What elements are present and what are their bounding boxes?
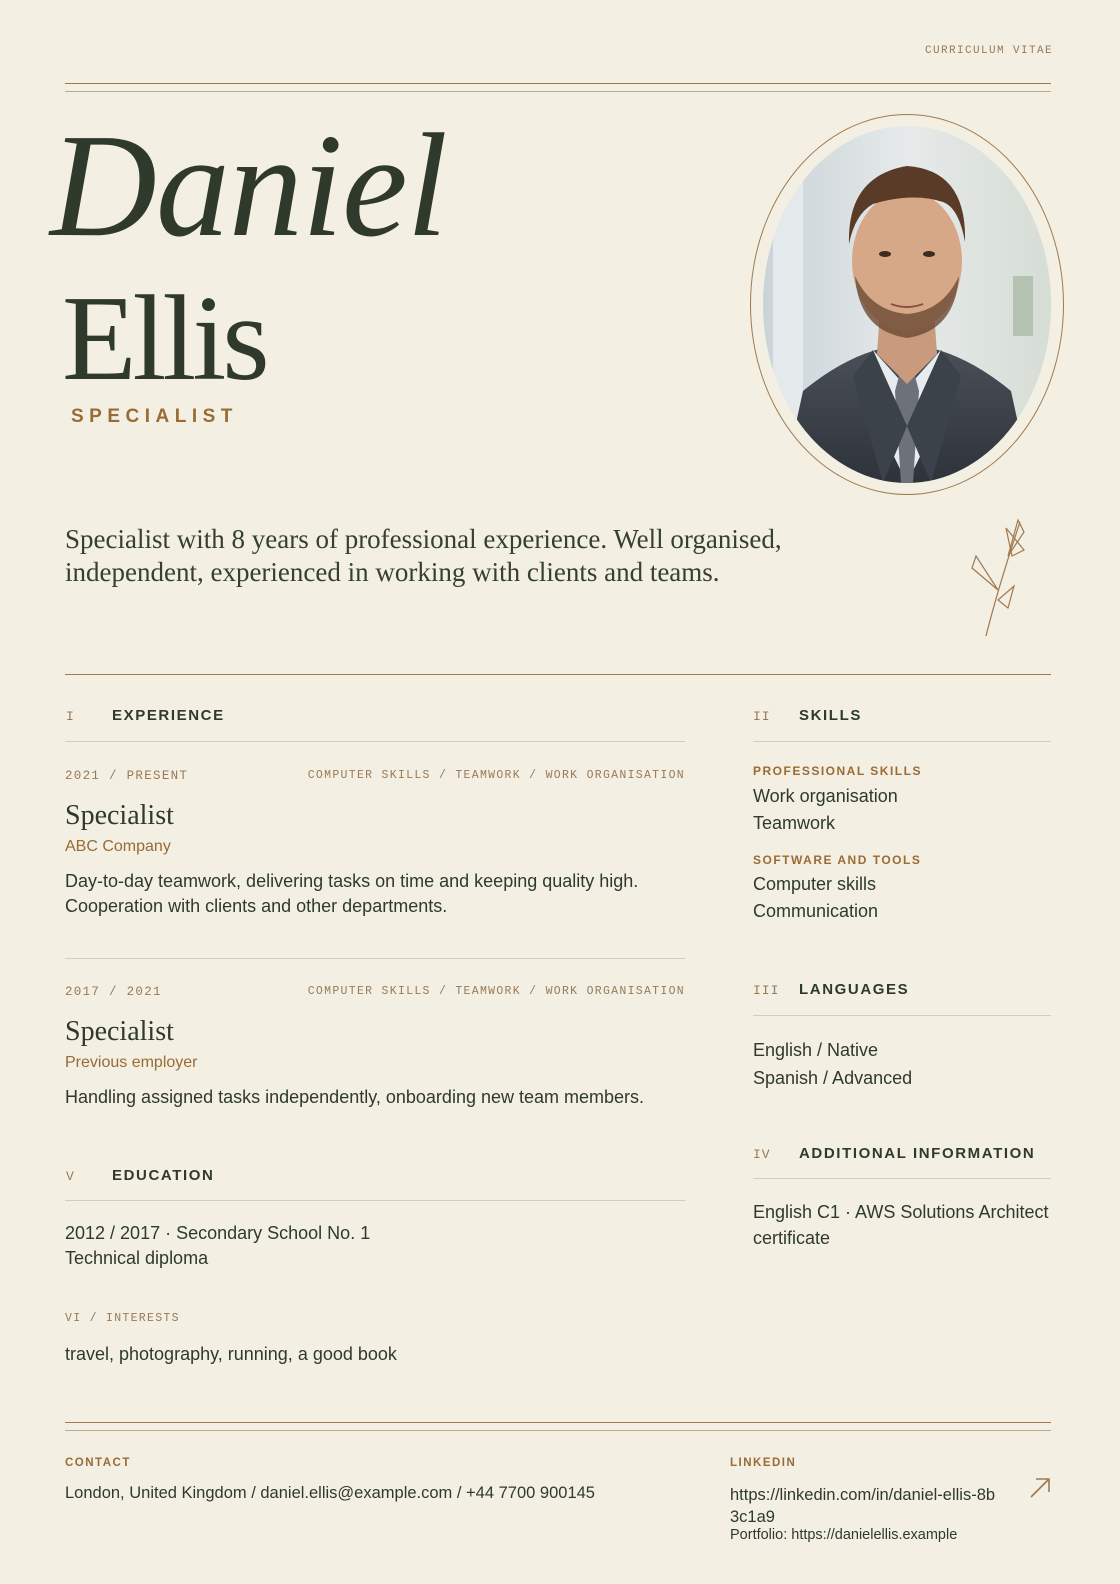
experience-rule [65, 741, 685, 742]
job-description: Handling assigned tasks independently, onboarding new team members. [65, 1087, 645, 1107]
footer-rule-thin [65, 1430, 1051, 1431]
role-title: SPECIALIST [71, 406, 238, 427]
experience-number: I [66, 709, 75, 724]
education-rule [65, 1200, 685, 1201]
portrait-photo [763, 126, 1051, 483]
skill-item: Teamwork [753, 813, 836, 833]
job-description-line: Cooperation with clients and other departments. [65, 896, 448, 916]
skill-item: Computer skills [753, 874, 877, 894]
document-label: CURRICULUM VITAE [924, 45, 1053, 57]
additional-rule [753, 1178, 1051, 1179]
linkedin-heading: LINKEDIN [730, 1457, 797, 1469]
job-description [65, 869, 685, 919]
additional-number: IV [753, 1147, 771, 1162]
linkedin-link[interactable] [730, 1484, 1020, 1528]
job-divider [65, 958, 685, 959]
skills-group-label: SOFTWARE AND TOOLS [753, 853, 922, 867]
job-title: Specialist [65, 1016, 174, 1047]
section-divider [65, 674, 1051, 675]
first-name: Daniel [50, 104, 447, 268]
top-rule-thin [65, 91, 1051, 92]
skills-group-list [753, 871, 878, 925]
skills-heading: SKILLS [799, 707, 862, 724]
profile-summary: Specialist with 8 years of professional experience. Well organised, independent, experienced in working with clients and teams. [65, 524, 782, 587]
job-title: Specialist [65, 800, 174, 831]
additional-line: English C1 · AWS Solutions Architect [753, 1202, 1049, 1222]
contact-details[interactable]: London, United Kingdom / daniel.ellis@example.com / +44 7700 900145 [65, 1484, 595, 1502]
additional-line: certificate [753, 1228, 831, 1248]
education-line: Technical diploma [65, 1248, 209, 1268]
job-description-line: Day-to-day teamwork, delivering tasks on time and keeping quality high. [65, 871, 639, 891]
skill-item: Communication [753, 901, 879, 921]
languages-number: III [753, 983, 780, 998]
job-tags: COMPUTER SKILLS / TEAMWORK / WORK ORGANISATION [307, 985, 685, 998]
interests-text: travel, photography, running, a good book [65, 1344, 397, 1364]
education-line: 2012 / 2017 · Secondary School No. 1 [65, 1223, 371, 1243]
skills-rule [753, 741, 1051, 742]
education-heading: EDUCATION [112, 1167, 215, 1184]
job-company: Previous employer [65, 1054, 198, 1071]
additional-heading: ADDITIONAL INFORMATION [799, 1145, 1036, 1162]
additional-info [753, 1199, 1051, 1251]
skills-group-label: PROFESSIONAL SKILLS [753, 764, 922, 778]
skill-item: Work organisation [753, 786, 898, 806]
language-item: Spanish / Advanced [753, 1068, 913, 1088]
contact-heading: CONTACT [65, 1457, 131, 1469]
portfolio-link[interactable]: Portfolio: https://danielellis.example [730, 1527, 958, 1543]
footer-rule [65, 1422, 1051, 1423]
last-name: Ellis [62, 271, 266, 406]
job-period: 2017 / 2021 [65, 985, 162, 999]
job-company: ABC Company [65, 838, 171, 855]
language-item: English / Native [753, 1040, 879, 1060]
top-rule [65, 83, 1051, 84]
interests-heading: VI / INTERESTS [65, 1312, 180, 1325]
education-number: V [66, 1169, 75, 1184]
education-details [65, 1221, 370, 1271]
linkedin-url-line: https://linkedin.com/in/daniel-ellis-8b [730, 1486, 996, 1504]
job-period: 2021 / PRESENT [65, 769, 189, 783]
experience-heading: EXPERIENCE [112, 707, 225, 724]
languages-list [753, 1036, 912, 1092]
languages-rule [753, 1015, 1051, 1016]
skills-group-list [753, 783, 898, 837]
linkedin-url-line: 3c1a9 [730, 1508, 775, 1526]
skills-number: II [753, 709, 771, 724]
job-tags: COMPUTER SKILLS / TEAMWORK / WORK ORGANISATION [307, 769, 685, 782]
leaf-sprig-icon [968, 518, 1038, 643]
languages-heading: LANGUAGES [799, 981, 910, 998]
arrow-up-right-icon[interactable] [1028, 1476, 1052, 1500]
